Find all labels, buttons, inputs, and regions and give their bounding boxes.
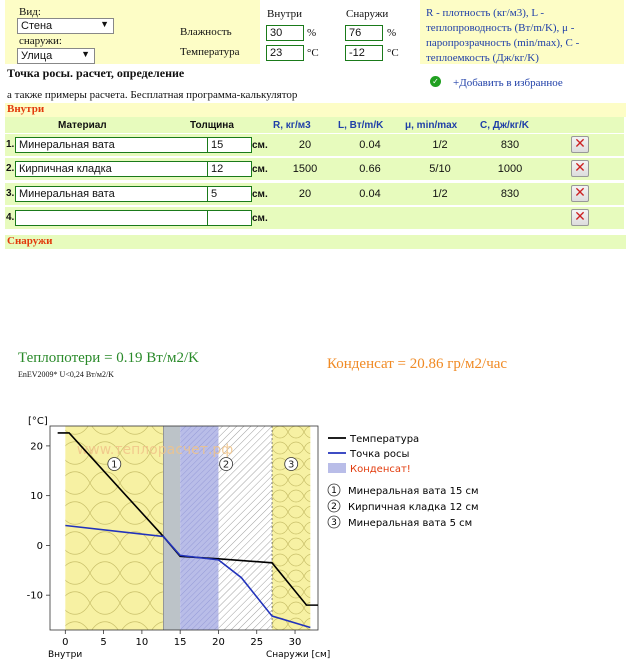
x-axis-right-label: Снаружи [см] [266, 650, 331, 660]
close-icon: ✕ [574, 136, 586, 152]
unit-label: см. [252, 140, 268, 151]
close-icon: ✕ [574, 185, 586, 201]
x-tick-label: 5 [100, 637, 107, 648]
col-material: Материал [58, 120, 107, 131]
temp-unit: °C [307, 47, 319, 59]
outside-select-value: Улица [21, 50, 53, 62]
material-input[interactable]: Минеральная вата [15, 186, 211, 202]
delete-row-button[interactable] [571, 136, 589, 153]
conductivity-value: 0.04 [359, 188, 381, 200]
layer-legend-text: Минеральная вата 5 см [348, 518, 473, 529]
chevron-down-icon: ▼ [100, 19, 109, 29]
delete-row-button[interactable] [571, 160, 589, 177]
x-tick-label: 15 [173, 637, 187, 648]
legend-swatch-condensate [328, 463, 346, 473]
col-conductivity: L, Вт/m/K [338, 120, 384, 131]
y-tick-label: -10 [26, 590, 43, 602]
legend-label-temperature: Температура [350, 434, 420, 445]
thickness-input[interactable]: 5 [207, 186, 252, 202]
heatcap-value: 830 [500, 139, 520, 151]
unit-label: см. [252, 189, 268, 200]
page-subtitle: а также примеры расчета. Бесплатная программа-калькулятор [7, 89, 298, 101]
y-axis-label: [°C] [28, 416, 48, 427]
thickness-input[interactable]: 12 [207, 161, 252, 177]
humidity-inside-input[interactable]: 30 [266, 25, 304, 41]
density-value: 20 [298, 188, 312, 200]
add-favorite-link[interactable]: +Добавить в избранное [453, 77, 563, 89]
col-vapor: μ, min/max [405, 120, 458, 131]
enev-norm: EnEV2009* U<0,24 Вт/м2/K [18, 370, 114, 379]
delete-row-button[interactable] [571, 209, 589, 226]
chart-watermark: www.теплорасчет.рф [76, 442, 234, 458]
heatcap-value: 1000 [497, 163, 523, 175]
temp-unit: °C [387, 47, 399, 59]
humidity-outside-input[interactable]: 76 [345, 25, 383, 41]
col-heatcap: C, Дж/кг/K [480, 120, 529, 131]
humidity-label: Влажность [180, 26, 232, 38]
thickness-input[interactable]: 15 [207, 137, 252, 153]
x-tick-label: 20 [212, 637, 225, 648]
row-number: 4. [6, 212, 15, 223]
chevron-down-icon: ▼ [81, 49, 90, 59]
inside-col-header: Внутри [267, 8, 303, 20]
favorite-check-icon: ✓ [430, 76, 441, 87]
material-input[interactable]: Кирпичная кладка [15, 161, 211, 177]
col-density: R, кг/м3 [273, 120, 311, 131]
delete-row-button[interactable] [571, 185, 589, 202]
unit-label: см. [252, 164, 268, 175]
layer-legend-number: 1 [331, 486, 337, 496]
conductivity-value: 0.04 [359, 139, 381, 151]
vid-label: Вид: [19, 6, 41, 18]
x-tick-label: 0 [62, 637, 69, 648]
layer-legend-number: 3 [331, 518, 337, 528]
temp-outside-input[interactable]: -12 [345, 45, 383, 61]
layer-marker-label: 2 [222, 459, 230, 471]
layer-legend-text: Кирпичная кладка 12 см [348, 502, 479, 513]
layer-marker-label: 3 [288, 459, 295, 471]
legend-label-dewpoint: Точка росы [350, 449, 410, 460]
layer-legend-number: 2 [331, 502, 337, 512]
row-number: 1. [6, 139, 15, 150]
vapor-value: 5/10 [429, 163, 451, 175]
heatloss-result: Теплопотери = 0.19 Вт/м2/K [18, 350, 200, 366]
close-icon: ✕ [574, 209, 586, 225]
heatcap-value: 830 [500, 188, 520, 200]
humidity-unit: % [387, 27, 397, 39]
y-tick-label: 20 [30, 441, 43, 453]
layer-legend-text: Минеральная вата 15 см [348, 486, 479, 497]
unit-label: см. [252, 213, 268, 224]
vid-select[interactable] [17, 18, 114, 34]
condensate-result: Конденсат = 20.86 гр/м2/час [327, 356, 508, 372]
layer-3-band [272, 426, 310, 630]
y-tick-label: 0 [36, 540, 43, 552]
page-title: Точка росы. расчет, определение [7, 66, 185, 80]
dewpoint-chart [0, 408, 629, 660]
close-icon: ✕ [574, 160, 586, 176]
col-thickness: Толщина [190, 120, 234, 131]
x-tick-label: 10 [135, 637, 149, 648]
outside-label: снаружи: [19, 35, 62, 47]
y-tick-label: 10 [30, 491, 43, 503]
temperature-label: Температура [180, 46, 240, 58]
inside-section-label: Внутри [5, 103, 626, 117]
parameter-legend: R - плотность (кг/м3), L - теплопроводность (Вт/m/K), μ - паропрозрачность (min/max), C - теплоемкость (Дж/кг/K) [426, 7, 580, 64]
outside-select[interactable] [17, 48, 95, 64]
density-value: 20 [298, 139, 312, 151]
outside-section-label: Снаружи [5, 235, 626, 249]
material-input[interactable] [15, 210, 211, 226]
row-number: 2. [6, 163, 15, 174]
humidity-unit: % [307, 27, 317, 39]
table-row [5, 183, 624, 205]
thickness-input[interactable] [207, 210, 252, 226]
legend-label-condensate: Конденсат! [350, 464, 411, 475]
table-row [5, 158, 624, 180]
material-input[interactable]: Минеральная вата [15, 137, 211, 153]
x-axis-left-label: Внутри [48, 650, 83, 660]
row-number: 3. [6, 188, 15, 199]
conductivity-value: 0.66 [359, 163, 381, 175]
outside-col-header: Снаружи [346, 8, 389, 20]
table-row [5, 134, 624, 156]
table-row [5, 207, 624, 229]
vapor-value: 1/2 [432, 188, 448, 200]
x-tick-label: 30 [288, 637, 302, 648]
vapor-value: 1/2 [432, 139, 448, 151]
density-value: 1500 [292, 163, 318, 175]
x-tick-label: 25 [250, 637, 264, 648]
vid-select-value: Стена [21, 20, 53, 32]
layer-marker-label: 1 [111, 459, 118, 471]
temp-inside-input[interactable]: 23 [266, 45, 304, 61]
